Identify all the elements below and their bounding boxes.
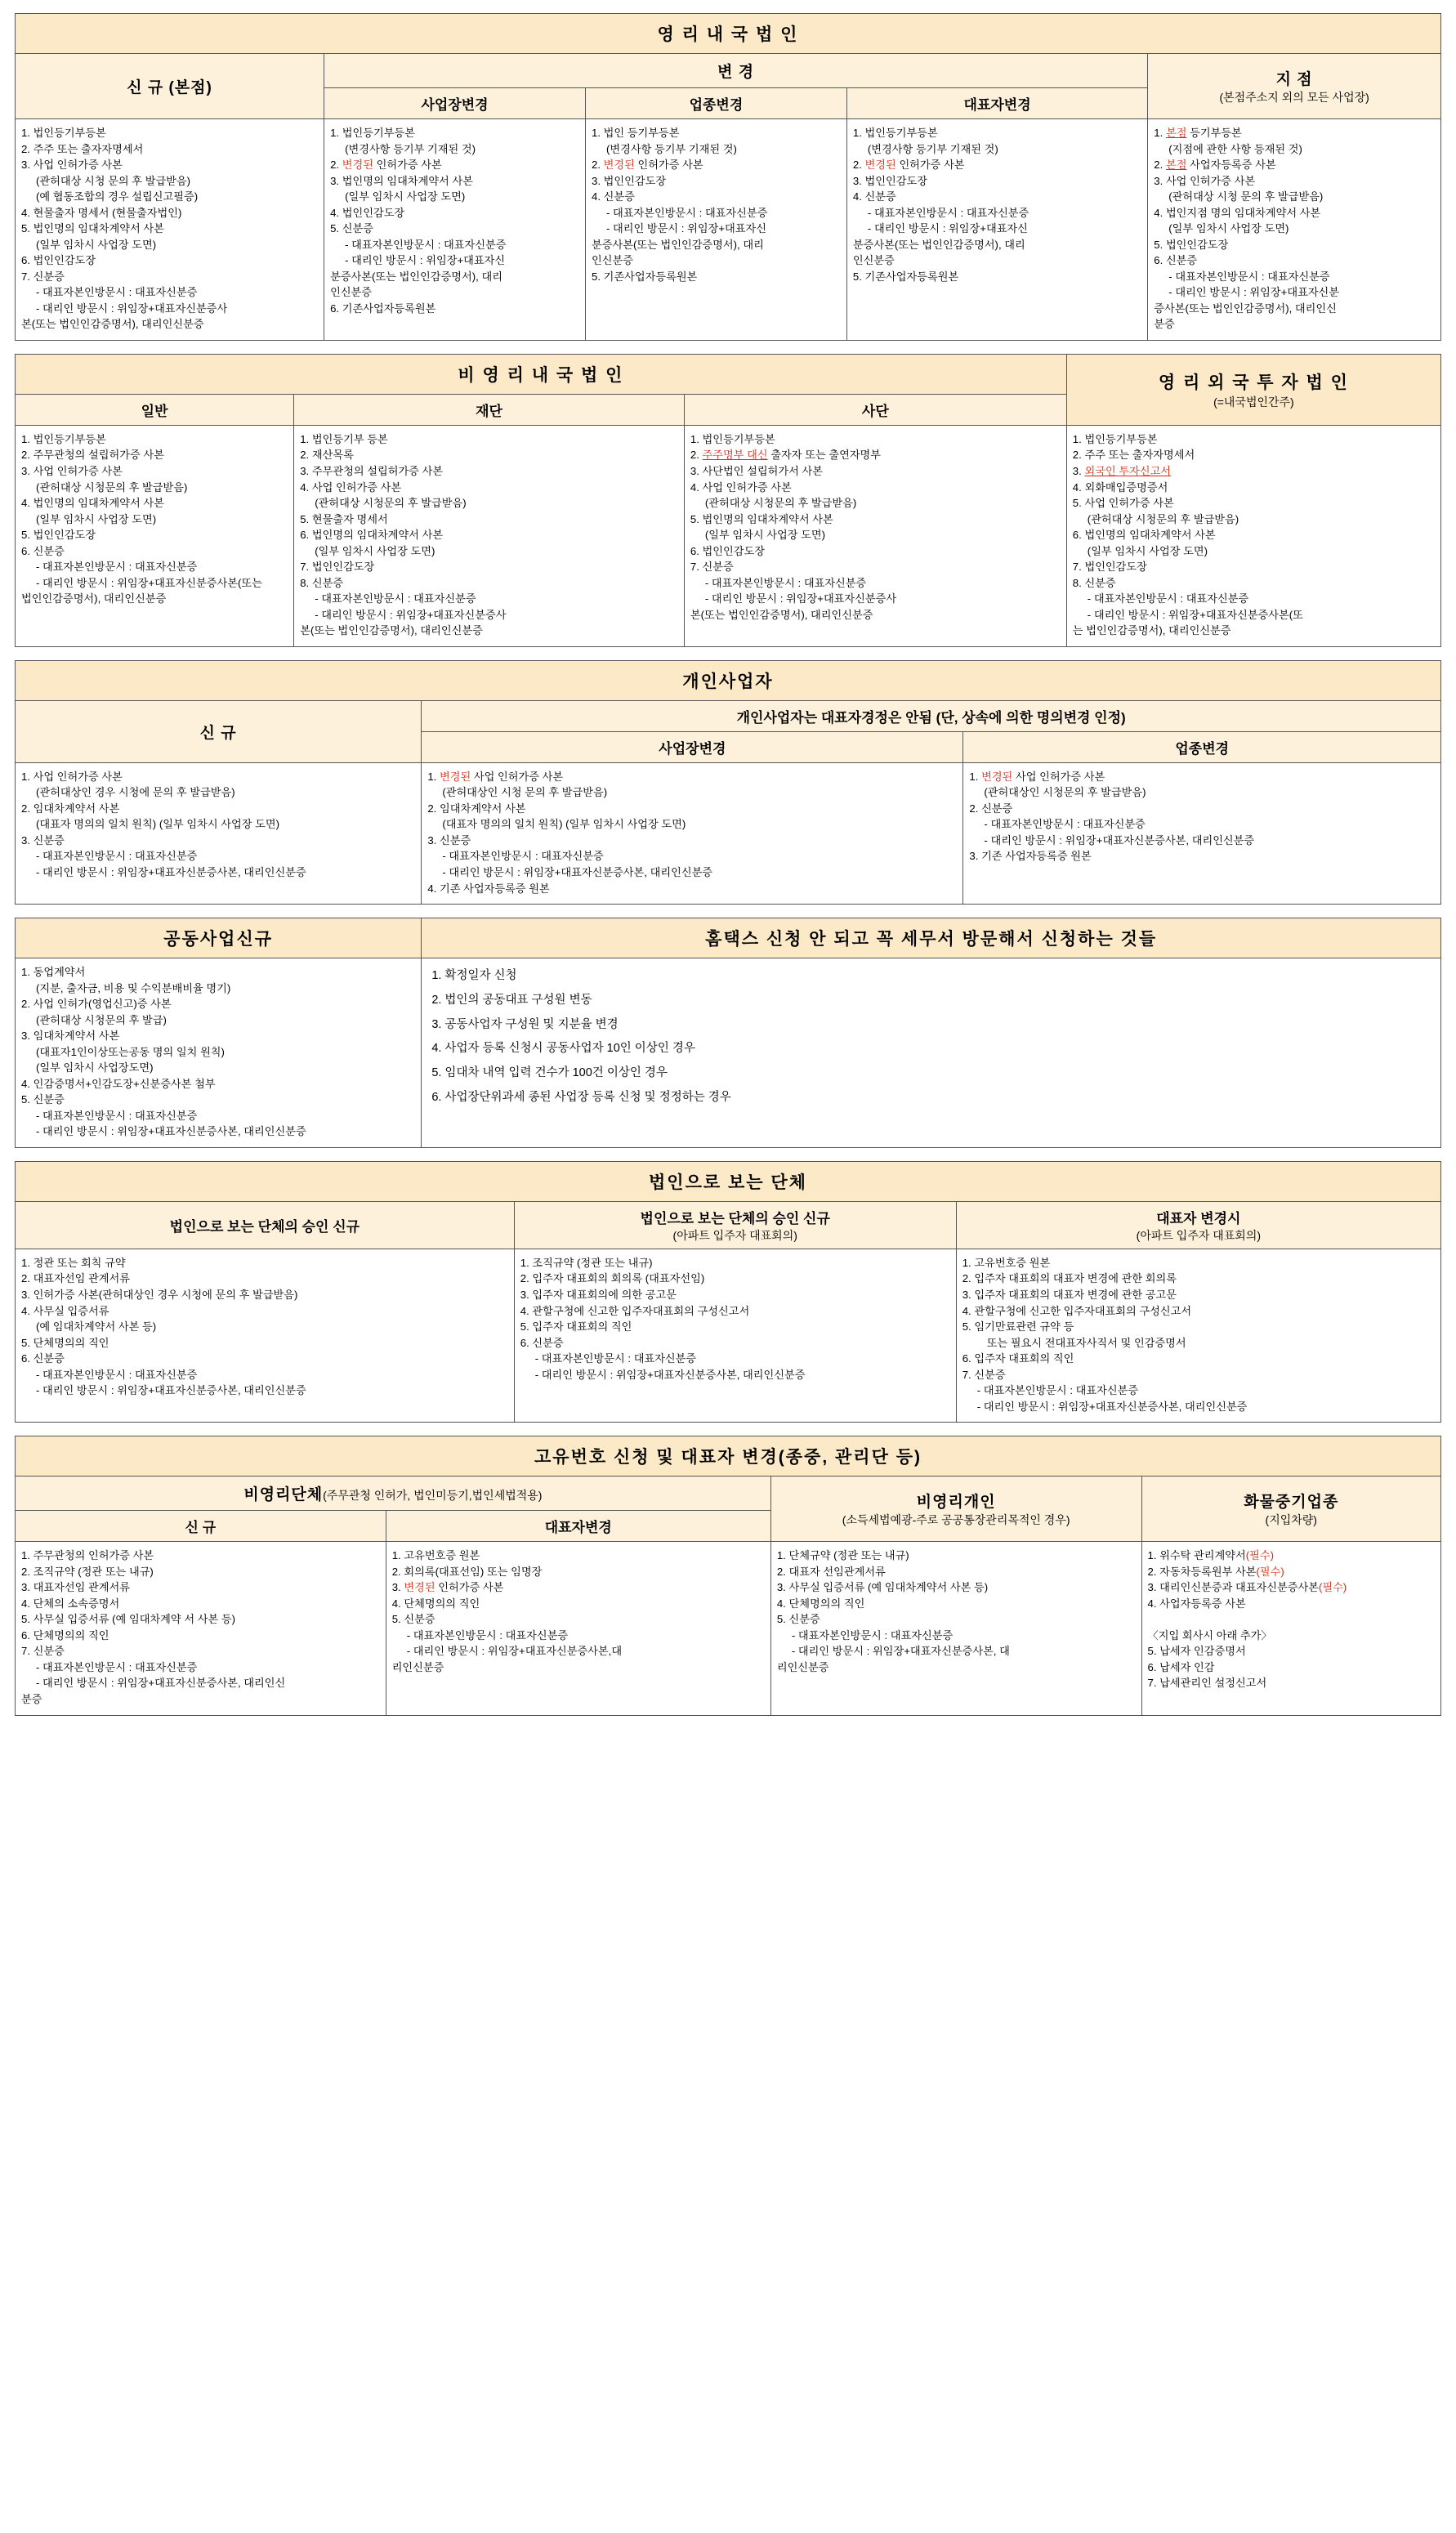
note-rep-change: 개인사업자는 대표자경정은 안됨 (단, 상속에 의한 명의변경 인정) [422, 700, 1441, 731]
cell-type-change: 1. 변경된 사업 인허가증 사본 (관허대상인 시청문의 후 발급받음) 2. 신분증 - 대표자본인방문시 : 대표자신분증 - 대리인 방문시 : 위임장+대표자신분증사본, 대리인신분증 3. 기존 사업자등록증 원본 [963, 762, 1441, 904]
cell-personal: 1. 단체규약 (정관 또는 내규) 2. 대표자 선임관계서류 3. 사무실 입증서류 (예 임대차계약서 사본 등) 4. 단체명의의 직인 5. 신분증 - 대표자본인방문시 : 대표자신분증 - 대리인 방문시 : 위임장+대표자신분증사본, 대 리인신분증 [770, 1542, 1141, 1715]
nonprofit-group-sub: (주무관청 인허가, 법인미등기,법인세법적용) [323, 1489, 543, 1503]
personal-label: 비영리개인 [916, 1494, 996, 1512]
col-header-approval-new: 법인으로 보는 단체의 승인 신규 [16, 1201, 515, 1249]
cell-rep-change: 1. 고유번호증 원본 2. 회의록(대표선임) 또는 임명장 3. 변경된 인허가증 사본 4. 단체명의의 직인 5. 신분증 - 대표자본인방문시 : 대표자신분증 - 대리인 방문시 : 위임장+대표자신분증사본,대 리인신분증 [386, 1542, 770, 1715]
col-header-branch-line1: 지 점 [1275, 71, 1313, 88]
section-unique-number [15, 1436, 1441, 1715]
section-org-as-corp [15, 1161, 1441, 1423]
col-header-place-change: 사업장변경 [422, 731, 963, 762]
cell-association: 1. 법인등기부등본 2. 주주명부 대신 출자자 또는 출연자명부 3. 사단법인 설립허가서 사본 4. 사업 인허가증 사본 (관허대상 시청문의 후 발급받음) 5. 법인명의 임대차계약서 사본 (일부 임차시 사업장 도면) 6. 법인인감도장 7. 신분증 - 대표자본인방문시 : 대표자신분증 - 대리인 방문시 : 위임장+대표자신분증사 본(또는 법인인감증명서), 대리인신분증 [684, 425, 1066, 646]
section-title: 비 영 리 내 국 법 인 [16, 354, 1067, 394]
col-header-approval-apt [514, 1201, 956, 1249]
foreign-title-line1: 영 리 외 국 투 자 법 인 [1158, 373, 1349, 392]
col-header-association: 사단 [684, 394, 1066, 425]
cargo-line1: 화물중기업종 [1244, 1494, 1339, 1512]
col-header-branch-line2: (본점주소지 외의 모든 사업장) [1219, 91, 1369, 104]
col-header-new: 신 규 (본점) [16, 54, 324, 119]
cell-new: 1. 사업 인허가증 사본 (관허대상인 경우 시청에 문의 후 발급받음) 2. 임대차계약서 사본 (대표자 명의의 일치 원칙) (일부 임차시 사업장 도면) 3. 신분증 - 대표자본인방문시 : 대표자신분증 - 대리인 방문시 : 위임장+대표자신분증사본, 대리인신분증 [16, 762, 422, 904]
section-title: 고유번호 신청 및 대표자 변경(종중, 관리단 등) [16, 1436, 1441, 1476]
section-title: 개인사업자 [16, 660, 1441, 700]
col-header-personal [770, 1476, 1141, 1542]
col-header-new: 신 규 [16, 1511, 386, 1542]
cell-place-change: 1. 변경된 사업 인허가증 사본 (관허대상인 시청 문의 후 발급받음) 2. 임대차계약서 사본 (대표자 명의의 일치 원칙) (일부 임차시 사업장 도면) 3. 신분증 - 대표자본인방문시 : 대표자신분증 - 대리인 방문시 : 위임장+대표자신분증사본, 대리인신분증 4. 기존 사업자등록증 원본 [422, 762, 963, 904]
col-header-new: 신 규 [16, 700, 422, 762]
col-header-foundation: 재단 [294, 394, 685, 425]
section-nonprofit-domestic [15, 354, 1441, 647]
cell-rep-change-apt: 1. 고유번호증 원본 2. 입주자 대표회의 대표자 변경에 관한 회의록 3. 입주자 대표회의 대표자 변경에 관한 공고문 4. 관할구청에 신고한 입주자대표회의 구성신고서 5. 임기만료관련 규약 등 또는 필요시 전대표자사직서 및 인감증명서 6. 입주자 대표회의 직인 7. 신분증 - 대표자본인방문시 : 대표자신분증 - 대리인 방문시 : 위임장+대표자신분증사본, 대리인신분증 [956, 1249, 1440, 1422]
section-title: 법인으로 보는 단체 [16, 1161, 1441, 1201]
personal-sub: (소득세법예광-주로 공공통장관리목적인 경우) [842, 1513, 1070, 1527]
col3-line1: 대표자 변경시 [1156, 1210, 1241, 1226]
foreign-title-line2: (=내국법인간주) [1213, 395, 1294, 409]
section-title-foreign [1066, 354, 1440, 425]
cell-place-change: 1. 법인등기부등본 (변경사항 등기부 기재된 것) 2. 변경된 인허가증 사본 3. 법인명의 임대차계약서 사본 (일부 임차시 사업장 도면) 4. 법인인감도장 5. 신분증 - 대표자본인방문시 : 대표자신분증 - 대리인 방문시 : 위임장+대표자신 분증사본(또는 법인인감증명서), 대리 인신분증 6. 기존사업자등록원본 [324, 119, 586, 341]
cell-joint: 1. 동업계약서 (지분, 출자금, 비용 및 수익분배비율 명기) 2. 사업 인허가(영업신고)증 사본 (관허대상 시청문의 후 발급) 3. 임대차계약서 사본 (대표자1인이상또는공동 명의 일치 원칙) (일부 임차시 사업장도면) 4. 인감증명서+인감도장+신분증사본 첨부 5. 신분증 - 대표자본인방문시 : 대표자신분증 - 대리인 방문시 : 위임장+대표자신분증사본, 대리인신분증 [16, 958, 422, 1148]
col-header-type-change: 업종변경 [963, 731, 1441, 762]
cell-foundation: 1. 법인등기부 등본 2. 재산목록 3. 주무관청의 설립허가증 사본 4. 사업 인허가증 사본 (관허대상 시청문의 후 발급받음) 5. 현물출자 명세서 6. 법인명의 임대차계약서 사본 (일부 임차시 사업장 도면) 7. 법인인감도장 8. 신분증 - 대표자본인방문시 : 대표자신분증 - 대리인 방문시 : 위임장+대표자신분증사 본(또는 법인인감증명서), 대리인신분증 [294, 425, 685, 646]
cell-hometax: 1. 확정일자 신청 2. 법인의 공동대표 구성원 변동 3. 공동사업자 구성원 및 지분율 변경 4. 사업자 등록 신청시 공동사업자 10인 이상인 경우 5. 임대차 내역 입력 건수가 100건 이상인 경우 6. 사업장단위과세 종된 사업장 등록 신청 및 정정하는 경우 [422, 958, 1441, 1148]
cell-foreign: 1. 법인등기부등본 2. 주주 또는 출자자명세서 3. 외국인 투자신고서 4. 외화매입증명증서 5. 사업 인허가증 사본 (관허대상 시청문의 후 발급받음) 6. 법인명의 임대차계약서 사본 (일부 임차시 사업장 도면) 7. 법인인감도장 8. 신분증 - 대표자본인방문시 : 대표자신분증 - 대리인 방문시 : 위임장+대표자신분증사본(또 는 법인인감증명서), 대리인신분증 [1066, 425, 1440, 646]
section-sole-proprietor [15, 660, 1441, 905]
col-header-type-change: 업종변경 [585, 88, 846, 119]
col-header-rep-change: 대표자변경 [846, 88, 1147, 119]
section-profit-domestic [15, 13, 1441, 341]
cargo-line2: (지입차량) [1265, 1513, 1317, 1527]
cell-type-change: 1. 법인 등기부등본 (변경사항 등기부 기재된 것) 2. 변경된 인허가증 사본 3. 법인인감도장 4. 신분증 - 대표자본인방문시 : 대표자신분증 - 대리인 방문시 : 위임장+대표자신 분증사본(또는 법인인감증명서), 대리 인신분증 5. 기존사업자등록원본 [585, 119, 846, 341]
col2-line1: 법인으로 보는 단체의 승인 신규 [640, 1210, 830, 1226]
nonprofit-group-label: 비영리단체 [243, 1486, 324, 1504]
cell-new: 1. 법인등기부등본 2. 주주 또는 출자자명세서 3. 사업 인허가증 사본 (관허대상 시청 문의 후 발급받음) (예 협동조합의 경우 설립신고필증) 4. 현물출자 명세서 (현물출자법인) 5. 법인명의 임대차계약서 사본 (일부 임차시 사업장 도면) 6. 법인인감도장 7. 신분증 - 대표자본인방문시 : 대표자신분증 - 대리인 방문시 : 위임장+대표자신분증사 본(또는 법인인감증명서), 대리인신분증 [16, 119, 324, 341]
col-header-rep-change-apt [956, 1201, 1440, 1249]
col-header-cargo [1141, 1476, 1440, 1542]
cell-general: 1. 법인등기부등본 2. 주무관청의 설립허가증 사본 3. 사업 인허가증 사본 (관허대상 시청문의 후 발급받음) 4. 법인명의 임대차계약서 사본 (일부 임차시 사업장 도면) 5. 법인인감도장 6. 신분증 - 대표자본인방문시 : 대표자신분증 - 대리인 방문시 : 위임장+대표자신분증사본(또는 법인인감증명서), 대리인신분증 [16, 425, 294, 646]
cell-approval-apt: 1. 조직규약 (정관 또는 내규) 2. 입주자 대표회의 회의록 (대표자선임) 3. 입주자 대표회의에 의한 공고문 4. 관할구청에 신고한 입주자대표회의 구성신고서 5. 입주자 대표회의 직인 6. 신분증 - 대표자본인방문시 : 대표자신분증 - 대리인 방문시 : 위임장+대표자신분증사본, 대리인신분증 [514, 1249, 956, 1422]
col-header-place-change: 사업장변경 [324, 88, 586, 119]
cell-branch: 1. 본점 등기부등본 (지점에 관한 사항 등재된 것) 2. 본점 사업자등록증 사본 3. 사업 인허가증 사본 (관허대상 시청 문의 후 발급받음) 4. 법인지점 명의 임대차계약서 사본 (일부 임차시 사업장 도면) 5. 법인인감도장 6. 신분증 - 대표자본인방문시 : 대표자신분증 - 대리인 방문시 : 위임장+대표자신분 증사본(또는 법인인감증명서), 대리인신 분증 [1148, 119, 1441, 341]
cell-approval-new: 1. 정관 또는 회칙 규약 2. 대표자선임 관계서류 3. 인허가증 사본(관허대상인 경우 시청에 문의 후 발급받음) 4. 사무실 입증서류 (예 임대차계약서 사본 등) 5. 단체명의의 직인 6. 신분증 - 대표자본인방문시 : 대표자신분증 - 대리인 방문시 : 위임장+대표자신분증사본, 대리인신분증 [16, 1249, 515, 1422]
cell-new: 1. 주무관청의 인허가증 사본 2. 조직규약 (정관 또는 내규) 3. 대표자선임 관계서류 4. 단체의 소속증명서 5. 사무실 입증서류 (예 임대차계약 서 사본 등) 6. 단체명의의 직인 7. 신분증 - 대표자본인방문시 : 대표자신분증 - 대리인 방문시 : 위임장+대표자신분증사본, 대리인신 분증 [16, 1542, 386, 1715]
col3-line2: (아파트 입주자 대표회의) [1136, 1228, 1262, 1242]
col2-line2: (아파트 입주자 대표회의) [672, 1228, 797, 1242]
cell-cargo: 1. 위수탁 관리계약서(필수) 2. 자동차등록원부 사본(필수) 3. 대리인신분증과 대표자신분증사본(필수) 4. 사업자등록증 사본 〈지입 회사시 아래 추가〉 5. 납세자 인감증명서 6. 납세자 인감 7. 납세관리인 설정신고서 [1141, 1542, 1440, 1715]
col-header-change-group: 변 경 [324, 54, 1148, 88]
section-title: 영 리 내 국 법 인 [16, 14, 1441, 54]
col-header-nonprofit-group [16, 1476, 771, 1511]
section-joint-business [15, 918, 1441, 1148]
col-header-rep-change: 대표자변경 [386, 1511, 770, 1542]
section-title-joint: 공동사업신규 [16, 918, 422, 958]
section-title-hometax: 홈택스 신청 안 되고 꼭 세무서 방문해서 신청하는 것들 [422, 918, 1441, 958]
cell-rep-change: 1. 법인등기부등본 (변경사항 등기부 기재된 것) 2. 변경된 인허가증 사본 3. 법인인감도장 4. 신분증 - 대표자본인방문시 : 대표자신분증 - 대리인 방문시 : 위임장+대표자신 분증사본(또는 법인인감증명서), 대리 인신분증 5. 기존사업자등록원본 [846, 119, 1147, 341]
col-header-branch [1148, 54, 1441, 119]
col-header-general: 일반 [16, 394, 294, 425]
